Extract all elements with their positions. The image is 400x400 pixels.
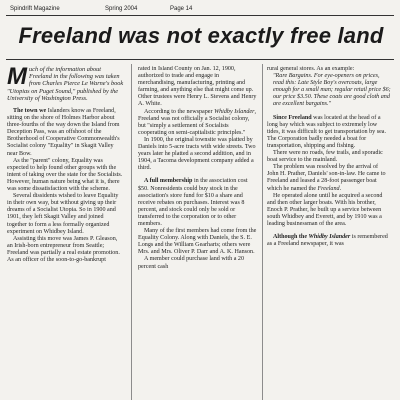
paragraph-text: Islanders know as Freeland, sitting on the shore of Holmes Harbor about three-fourths of the way down the Island from Deception Pass, was an offshoot of the Brotherhood of Cooperative Commonwealth's Socialist colony "Equality" in Skagit Valley near Bow. (7, 108, 120, 157)
paragraph (138, 109, 257, 137)
paragraph (267, 164, 391, 192)
page-number: Page 14 (170, 6, 193, 12)
article-column-1 (7, 66, 124, 400)
headline-rule (6, 59, 394, 60)
article-column-2 (138, 66, 257, 400)
drop-cap: M (7, 66, 27, 90)
paragraph-text: According to the newspaper (144, 108, 215, 115)
paragraph-text: is remembered as a Freeland newspaper, it was (267, 234, 388, 248)
paragraph: rural general stores. As an example: (267, 66, 355, 72)
paragraph-lead: Although the (273, 234, 308, 241)
paragraph (138, 178, 257, 228)
paragraph (267, 115, 391, 150)
paragraph: He operated alone until he acquired a second and then other larger boats. With his brother, Enoch P. Prather, he built up a service between south Whidbey and Everett, and by 1910 was a leading businessman of the area. (267, 192, 383, 227)
column-divider (262, 64, 263, 400)
boat-name: Freeland (317, 185, 340, 192)
paragraph: In 1900, the original townsite was platted by Daniels into 5-acre tracts with wide streets. Two years later he platted a second addition, and in 1904, a Tacoma development company added a third. (138, 136, 256, 172)
page-header (10, 2, 392, 14)
paragraph: Assisting this move was James P. Gleason, an Irish-born entrepreneur from Seattle; Freeland was partially a real estate promotion. As an officer of the soon-to-go-bankrupt (7, 235, 120, 263)
paragraph: Many of the first members had come from the Equality Colony. Along with Daniels, the S. E. Longs and the William Gearharts; others were Mrs. and Mrs. Oliver P. Darr and A. K. Hanson. (138, 228, 257, 256)
column-divider (131, 64, 132, 400)
issue-date: Spring 2004 (105, 6, 138, 12)
paragraph: A member could purchase land with a 20 percent cash (138, 256, 245, 270)
paragraph: There were no roads, few trails, and sporadic boat service to the mainland. (267, 150, 383, 164)
ad-example: "Rare Bargains. For eye-openers on prices, read this: Late Style Boy's overcoats, large enough for a small man; regular retail price $6; our price $3.50. These coats are good cloth and are excellent bargains." (273, 73, 391, 108)
paragraph-text: . (339, 185, 342, 192)
paragraph-lead: The town we (13, 108, 47, 115)
paragraph (7, 108, 124, 158)
intro-text: uch of the information about Freeland in the following was taken from Charles Pierce Le Warne's book "Utopias on Puget Sound," published by the University of Washington Press. (7, 66, 124, 102)
newspaper-name: Whidby Islander (307, 234, 351, 241)
paragraph-lead: A full membership (144, 178, 193, 185)
article-column-3 (267, 66, 391, 400)
intro-paragraph (7, 66, 124, 102)
paragraph: Several dissidents wished to leave Equality in their own way, but without giving up their dreams of a Socialist Utopia. So in 1900 and 1901, they left Skagit Valley and joined together to form a less formally organized experiment on Whidbey Island. (7, 193, 119, 235)
paragraph-text: , Freeland was not officially a Socialist colony, but "simply a settlement of Socialists cooperating on semi-capitalistic principles." (138, 108, 257, 136)
paragraph-text: in the association cost $50. Nonresidents could buy stock in the association's store fund for $10 a share and receive rebates on purchases. Interest was 8 percent, and stock could only be sold or transferred to the corporation or to other members. (138, 178, 248, 227)
article-headline: Freeland was not exactly free land (18, 23, 384, 48)
paragraph-text: The problem was resolved by the arrival of John H. Prather, Daniels' son-in-law. He came to Freeland and leased a 28-foot passenger boat which he named the (267, 164, 386, 192)
paragraph-text: was located at the head of a long bay which was subject to extremely low tides, it was difficult to get transportation by sea. The Corporation badly needed a boat for transportation, shipping and fishing. (267, 114, 387, 149)
newspaper-name: Whidby Islander (214, 108, 255, 115)
paragraph (267, 234, 391, 248)
paragraph-lead: Since Freeland (273, 114, 312, 121)
paragraph: rated in Island County on Jan. 12, 1900, authorized to trade and engage in merchandising, manufacturing, printing and farming, and anything else that might come up. Other trustees were Henry L. Stevens and Henry A. White. (138, 66, 257, 108)
paragraph: As the "parent" colony, Equality was expected to help found other groups with the intent of taking over the state for the Socialists. However, human nature being what it is, there was some dissatisfaction with the scheme. (7, 157, 123, 193)
magazine-name: Spindrift Magazine (10, 6, 60, 12)
